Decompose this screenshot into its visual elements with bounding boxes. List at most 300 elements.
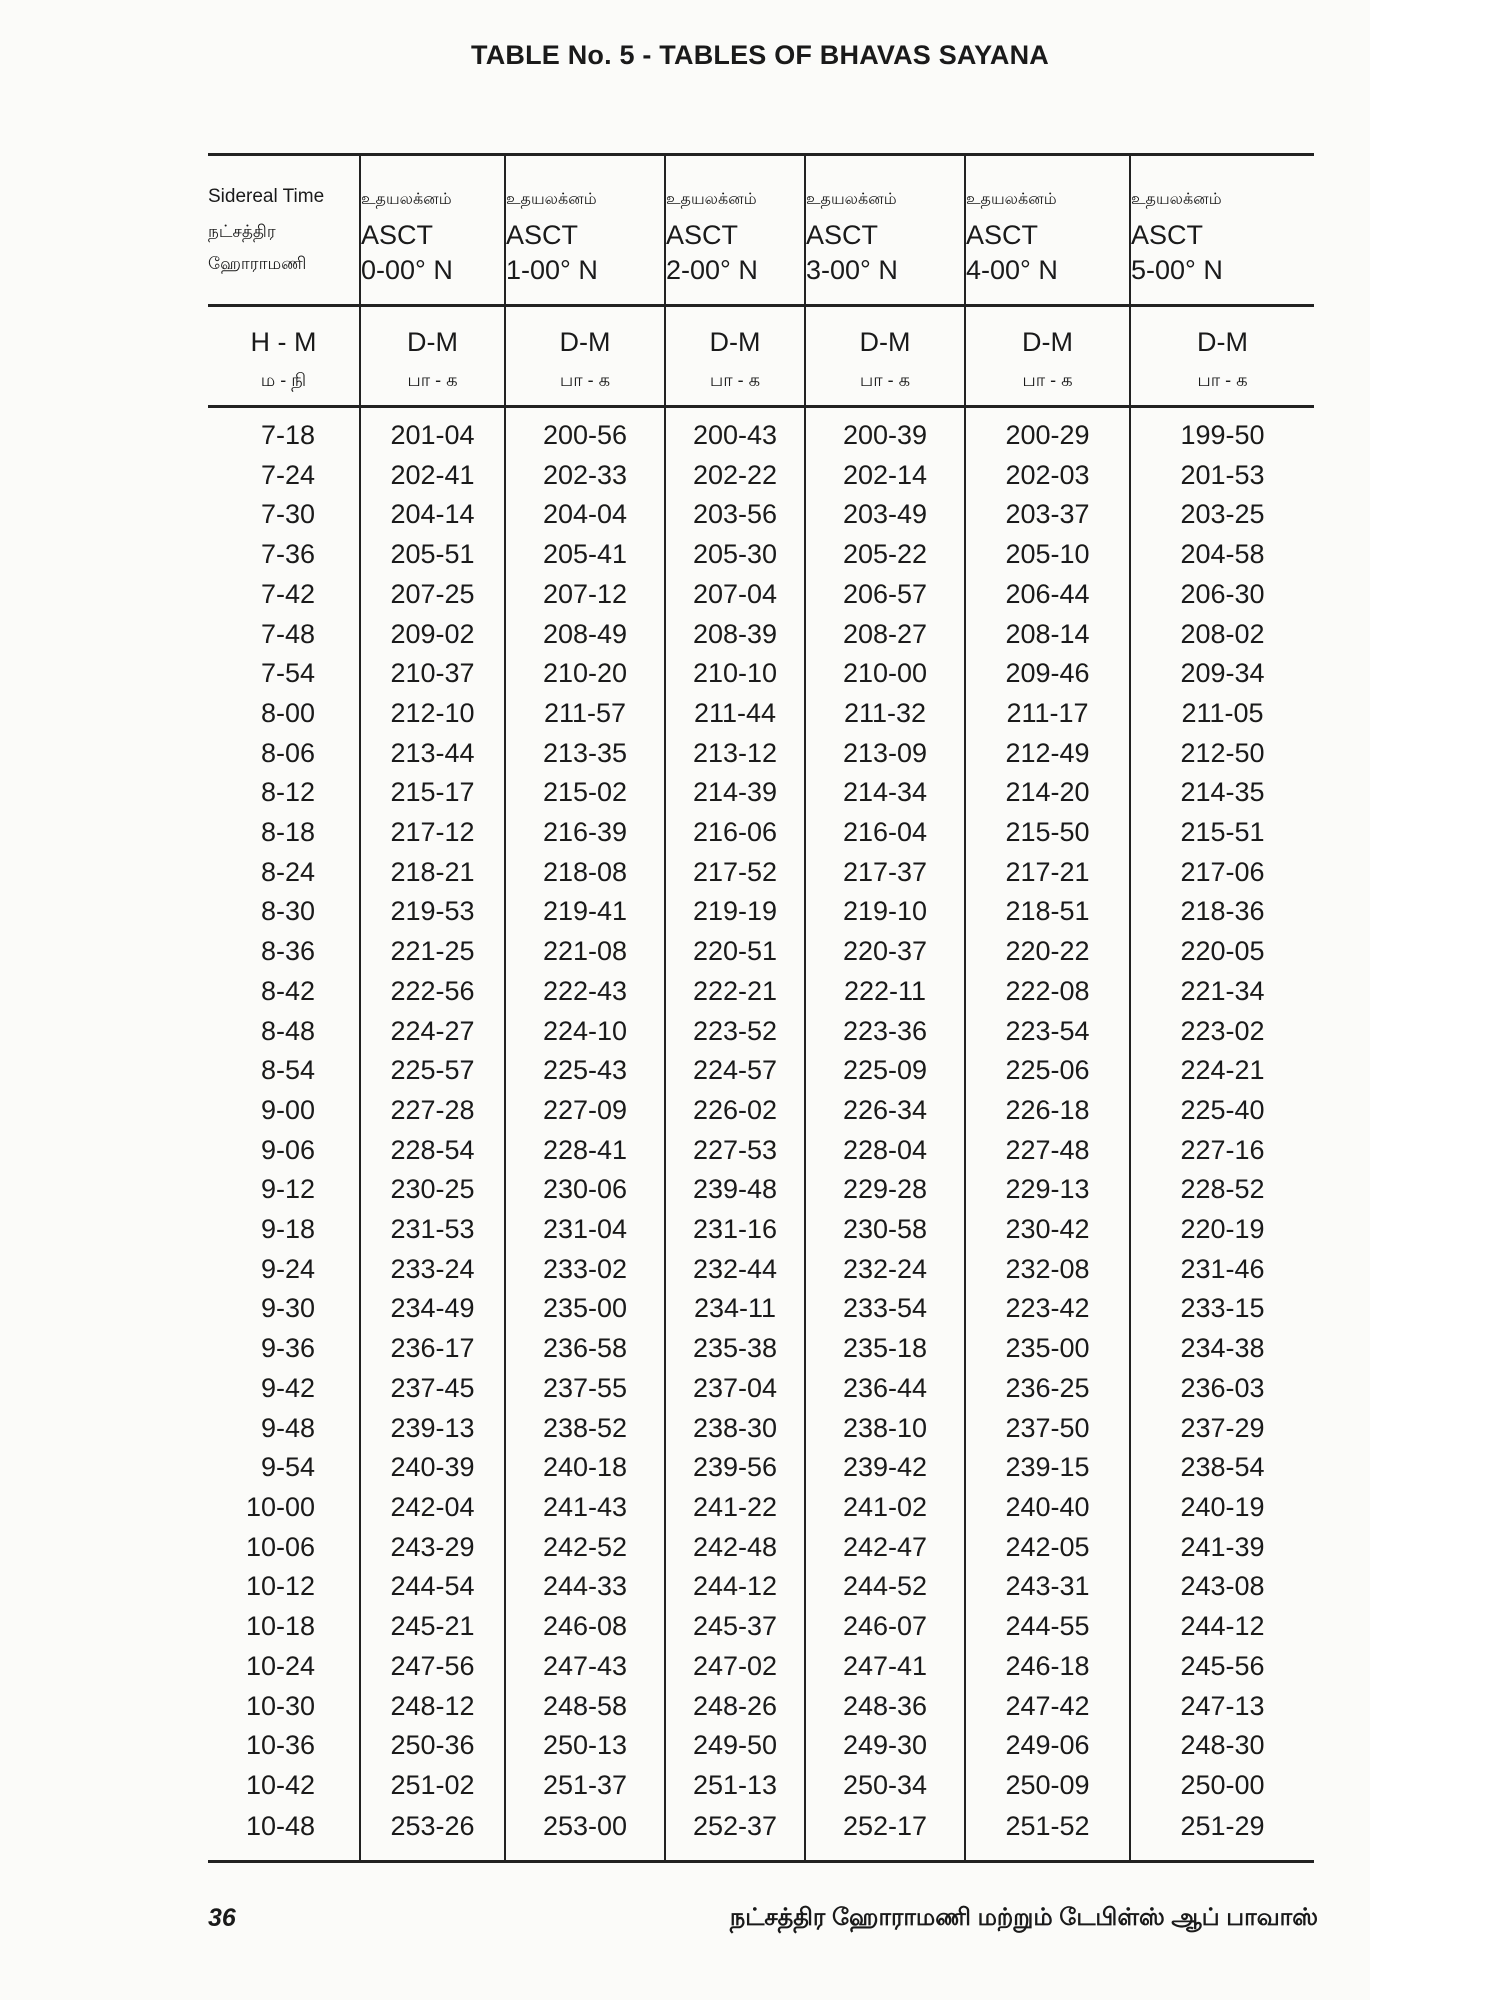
bhava-value-cell: 202-03 xyxy=(965,456,1130,496)
sidereal-time-cell: 7-48 xyxy=(260,618,315,649)
bhava-value-cell: 236-58 xyxy=(505,1329,665,1369)
bhava-value-cell: 250-00 xyxy=(1130,1766,1314,1806)
table-row xyxy=(208,813,1314,853)
bhava-value-cell: 217-37 xyxy=(805,853,965,893)
dm-unit-header xyxy=(505,306,665,407)
asc-tamil-label: உதயலக்னம் xyxy=(361,191,452,208)
bhava-value-cell: 250-09 xyxy=(965,1766,1130,1806)
bhava-value-cell: 225-09 xyxy=(805,1051,965,1091)
bhava-value-cell: 210-10 xyxy=(665,654,805,694)
sidereal-time-cell: 8-36 xyxy=(260,936,315,967)
bhava-value-cell: 250-36 xyxy=(360,1726,505,1766)
table-row xyxy=(208,1806,1314,1862)
bhava-value-cell: 244-52 xyxy=(805,1567,965,1607)
table-body xyxy=(208,407,1314,1862)
bhava-value-cell: 202-14 xyxy=(805,456,965,496)
bhava-value-cell: 227-53 xyxy=(665,1131,805,1171)
latitude-label: 0-00° N xyxy=(361,255,453,285)
sidereal-time-cell: 10-30 xyxy=(245,1690,315,1721)
bhava-value-cell: 232-44 xyxy=(665,1250,805,1290)
bhava-value-cell: 241-02 xyxy=(805,1488,965,1528)
bhava-value-cell: 242-05 xyxy=(965,1528,1130,1568)
table-row xyxy=(208,1528,1314,1568)
table-row xyxy=(208,853,1314,893)
bhava-value-cell: 217-12 xyxy=(360,813,505,853)
bhava-value-cell: 218-08 xyxy=(505,853,665,893)
dm-unit-tamil: பா - க xyxy=(407,370,458,390)
sidereal-time-cell: 9-12 xyxy=(260,1174,315,1205)
bhava-value-cell: 233-24 xyxy=(360,1250,505,1290)
bhava-value-cell: 220-05 xyxy=(1130,932,1314,972)
bhava-value-cell: 234-38 xyxy=(1130,1329,1314,1369)
bhava-value-cell: 208-39 xyxy=(665,615,805,655)
bhava-value-cell: 228-41 xyxy=(505,1131,665,1171)
bhava-value-cell: 244-33 xyxy=(505,1567,665,1607)
table-row xyxy=(208,773,1314,813)
bhava-value-cell: 243-31 xyxy=(965,1567,1130,1607)
asc-tamil-label: உதயலக்னம் xyxy=(966,191,1057,208)
bhava-value-cell: 224-21 xyxy=(1130,1051,1314,1091)
sidereal-time-cell: 10-36 xyxy=(245,1730,315,1761)
bhava-value-cell: 230-58 xyxy=(805,1210,965,1250)
bhava-value-cell: 222-08 xyxy=(965,972,1130,1012)
table-row xyxy=(208,972,1314,1012)
bhava-value-cell: 238-52 xyxy=(505,1409,665,1449)
bhava-value-cell: 203-56 xyxy=(665,495,805,535)
bhava-value-cell: 235-38 xyxy=(665,1329,805,1369)
bhava-value-cell: 246-08 xyxy=(505,1607,665,1647)
bhava-value-cell: 233-54 xyxy=(805,1289,965,1329)
page-title: TABLE No. 5 - TABLES OF BHAVAS SAYANA xyxy=(471,40,1049,70)
sidereal-time-cell: 9-06 xyxy=(260,1134,315,1165)
bhava-value-cell: 231-46 xyxy=(1130,1250,1314,1290)
bhava-value-cell: 215-51 xyxy=(1130,813,1314,853)
bhava-value-cell: 234-11 xyxy=(665,1289,805,1329)
bhava-value-cell: 202-22 xyxy=(665,456,805,496)
sidereal-time-cell: 7-24 xyxy=(260,459,315,490)
table-row xyxy=(208,1766,1314,1806)
bhava-value-cell: 245-56 xyxy=(1130,1647,1314,1687)
bhava-value-cell: 210-00 xyxy=(805,654,965,694)
dm-unit-tamil: பா - க xyxy=(1022,370,1073,390)
bhava-value-cell: 205-10 xyxy=(965,535,1130,575)
bhava-value-cell: 212-50 xyxy=(1130,734,1314,774)
sidereal-time-cell: 8-18 xyxy=(260,817,315,848)
table-row xyxy=(208,1726,1314,1766)
bhava-value-cell: 222-11 xyxy=(805,972,965,1012)
bhava-value-cell: 239-48 xyxy=(665,1170,805,1210)
bhava-value-cell: 251-02 xyxy=(360,1766,505,1806)
header-row-ascendant xyxy=(208,155,1314,306)
bhava-value-cell: 249-06 xyxy=(965,1726,1130,1766)
bhava-value-cell: 210-20 xyxy=(505,654,665,694)
bhava-value-cell: 211-17 xyxy=(965,694,1130,734)
sidereal-time-cell: 8-12 xyxy=(260,777,315,808)
bhava-value-cell: 213-35 xyxy=(505,734,665,774)
bhava-value-cell: 211-32 xyxy=(805,694,965,734)
table-row xyxy=(208,575,1314,615)
dm-unit-label: D-M xyxy=(709,327,761,357)
latitude-label: 2-00° N xyxy=(666,255,758,285)
sidereal-time-cell: 8-42 xyxy=(260,975,315,1006)
latitude-label: 3-00° N xyxy=(806,255,898,285)
bhava-value-cell: 200-56 xyxy=(505,407,665,456)
bhava-value-cell: 248-58 xyxy=(505,1687,665,1727)
latitude-label: 5-00° N xyxy=(1131,255,1223,285)
table-row xyxy=(208,456,1314,496)
bhava-value-cell: 207-12 xyxy=(505,575,665,615)
bhava-value-cell: 212-49 xyxy=(965,734,1130,774)
bhava-value-cell: 210-37 xyxy=(360,654,505,694)
asc-tamil-label: உதயலக்னம் xyxy=(806,191,897,208)
table-row xyxy=(208,615,1314,655)
bhava-value-cell: 251-29 xyxy=(1130,1806,1314,1862)
bhava-value-cell: 217-52 xyxy=(665,853,805,893)
table-row xyxy=(208,654,1314,694)
bhava-value-cell: 233-15 xyxy=(1130,1289,1314,1329)
bhava-value-cell: 214-20 xyxy=(965,773,1130,813)
bhava-value-cell: 219-53 xyxy=(360,892,505,932)
bhava-value-cell: 241-22 xyxy=(665,1488,805,1528)
bhava-value-cell: 201-04 xyxy=(360,407,505,456)
bhava-value-cell: 244-12 xyxy=(1130,1607,1314,1647)
sidereal-time-cell: 7-30 xyxy=(260,499,315,530)
bhava-value-cell: 199-50 xyxy=(1130,407,1314,456)
bhava-value-cell: 219-19 xyxy=(665,892,805,932)
bhava-value-cell: 214-34 xyxy=(805,773,965,813)
bhava-value-cell: 221-25 xyxy=(360,932,505,972)
bhava-value-cell: 241-39 xyxy=(1130,1528,1314,1568)
bhava-value-cell: 225-57 xyxy=(360,1051,505,1091)
table-row xyxy=(208,1607,1314,1647)
bhava-value-cell: 204-04 xyxy=(505,495,665,535)
bhava-value-cell: 230-25 xyxy=(360,1170,505,1210)
sidereal-time-cell: 10-18 xyxy=(245,1611,315,1642)
asc-tamil-label: உதயலக்னம் xyxy=(666,191,757,208)
bhava-value-cell: 239-42 xyxy=(805,1448,965,1488)
bhava-value-cell: 228-54 xyxy=(360,1131,505,1171)
bhava-value-cell: 237-45 xyxy=(360,1369,505,1409)
bhava-value-cell: 247-43 xyxy=(505,1647,665,1687)
bhava-value-cell: 234-49 xyxy=(360,1289,505,1329)
sidereal-time-cell: 9-36 xyxy=(260,1333,315,1364)
bhava-value-cell: 208-14 xyxy=(965,615,1130,655)
bhava-value-cell: 218-21 xyxy=(360,853,505,893)
bhava-value-cell: 251-37 xyxy=(505,1766,665,1806)
table-row xyxy=(208,1488,1314,1528)
header-row-units xyxy=(208,306,1314,407)
bhava-value-cell: 222-56 xyxy=(360,972,505,1012)
bhava-value-cell: 223-02 xyxy=(1130,1012,1314,1052)
dm-unit-tamil: பா - க xyxy=(559,370,611,390)
bhava-value-cell: 211-44 xyxy=(665,694,805,734)
table-row xyxy=(208,1210,1314,1250)
dm-unit-label: D-M xyxy=(407,327,458,357)
bhava-value-cell: 221-08 xyxy=(505,932,665,972)
bhava-value-cell: 215-17 xyxy=(360,773,505,813)
bhava-value-cell: 237-50 xyxy=(965,1409,1130,1449)
bhava-value-cell: 226-02 xyxy=(665,1091,805,1131)
bhava-value-cell: 248-36 xyxy=(805,1687,965,1727)
sidereal-time-tamil-2: ஹோராமணி xyxy=(208,254,307,273)
bhava-value-cell: 224-10 xyxy=(505,1012,665,1052)
bhava-value-cell: 208-02 xyxy=(1130,615,1314,655)
bhava-value-cell: 250-13 xyxy=(505,1726,665,1766)
dm-unit-header xyxy=(805,306,965,407)
sidereal-time-cell: 10-12 xyxy=(245,1571,315,1602)
sidereal-time-cell: 8-24 xyxy=(260,856,315,887)
asc-label: ASCT xyxy=(1131,220,1204,250)
table-row xyxy=(208,1567,1314,1607)
bhava-value-cell: 220-51 xyxy=(665,932,805,972)
bhava-value-cell: 205-22 xyxy=(805,535,965,575)
bhava-value-cell: 219-41 xyxy=(505,892,665,932)
dm-unit-header xyxy=(965,306,1130,407)
bhava-value-cell: 214-35 xyxy=(1130,773,1314,813)
hm-unit-tamil: ம - நி xyxy=(260,370,307,390)
sidereal-time-cell: 7-42 xyxy=(260,578,315,609)
bhava-value-cell: 203-49 xyxy=(805,495,965,535)
asc-label: ASCT xyxy=(966,220,1039,250)
bhava-value-cell: 212-10 xyxy=(360,694,505,734)
bhava-value-cell: 238-54 xyxy=(1130,1448,1314,1488)
sidereal-time-cell: 10-06 xyxy=(245,1531,315,1562)
sidereal-time-cell: 8-54 xyxy=(260,1055,315,1086)
bhava-value-cell: 248-26 xyxy=(665,1687,805,1727)
table-row xyxy=(208,1250,1314,1290)
bhava-value-cell: 206-44 xyxy=(965,575,1130,615)
sidereal-time-cell: 8-00 xyxy=(260,697,315,728)
bhava-value-cell: 206-30 xyxy=(1130,575,1314,615)
sidereal-time-cell: 10-42 xyxy=(245,1769,315,1800)
bhava-value-cell: 207-25 xyxy=(360,575,505,615)
bhava-value-cell: 204-14 xyxy=(360,495,505,535)
bhava-value-cell: 217-21 xyxy=(965,853,1130,893)
bhava-value-cell: 230-06 xyxy=(505,1170,665,1210)
bhava-value-cell: 205-41 xyxy=(505,535,665,575)
bhava-value-cell: 229-28 xyxy=(805,1170,965,1210)
bhava-value-cell: 220-19 xyxy=(1130,1210,1314,1250)
bhava-value-cell: 225-43 xyxy=(505,1051,665,1091)
bhava-value-cell: 247-02 xyxy=(665,1647,805,1687)
bhava-value-cell: 215-02 xyxy=(505,773,665,813)
table-row xyxy=(208,892,1314,932)
dm-unit-label: D-M xyxy=(559,327,611,357)
bhavas-table xyxy=(208,153,1314,1863)
sidereal-time-cell: 8-06 xyxy=(260,737,315,768)
bhava-value-cell: 203-25 xyxy=(1130,495,1314,535)
bhava-value-cell: 242-04 xyxy=(360,1488,505,1528)
bhava-value-cell: 239-56 xyxy=(665,1448,805,1488)
running-footer-title: நட்சத்திர ஹோராமணி மற்றும் டேபிள்ஸ் ஆப் பாவாஸ் xyxy=(729,1904,1318,1931)
bhava-value-cell: 253-00 xyxy=(505,1806,665,1862)
bhava-value-cell: 217-06 xyxy=(1130,853,1314,893)
hm-unit-header xyxy=(208,306,360,407)
bhava-value-cell: 220-37 xyxy=(805,932,965,972)
bhava-value-cell: 249-50 xyxy=(665,1726,805,1766)
sidereal-time-cell: 10-24 xyxy=(245,1650,315,1681)
table-row xyxy=(208,1170,1314,1210)
sidereal-time-cell: 9-18 xyxy=(260,1214,315,1245)
bhava-value-cell: 252-17 xyxy=(805,1806,965,1862)
dm-unit-header xyxy=(360,306,505,407)
bhava-value-cell: 235-18 xyxy=(805,1329,965,1369)
bhava-value-cell: 227-28 xyxy=(360,1091,505,1131)
bhava-value-cell: 215-50 xyxy=(965,813,1130,853)
dm-unit-tamil: பா - க xyxy=(1197,370,1248,390)
bhava-value-cell: 216-04 xyxy=(805,813,965,853)
bhava-value-cell: 208-49 xyxy=(505,615,665,655)
bhava-value-cell: 213-12 xyxy=(665,734,805,774)
bhava-value-cell: 242-47 xyxy=(805,1528,965,1568)
latitude-label: 1-00° N xyxy=(506,255,598,285)
dm-unit-header xyxy=(1130,306,1314,407)
bhava-value-cell: 203-37 xyxy=(965,495,1130,535)
bhava-value-cell: 243-29 xyxy=(360,1528,505,1568)
latitude-label: 4-00° N xyxy=(966,255,1058,285)
bhava-value-cell: 226-34 xyxy=(805,1091,965,1131)
table-row xyxy=(208,407,1314,456)
sidereal-time-cell: 10-48 xyxy=(208,1806,360,1862)
bhava-value-cell: 223-42 xyxy=(965,1289,1130,1329)
asc-header-3 xyxy=(805,155,965,306)
bhava-value-cell: 220-22 xyxy=(965,932,1130,972)
bhava-value-cell: 246-07 xyxy=(805,1607,965,1647)
dm-unit-label: D-M xyxy=(859,327,911,357)
sidereal-time-cell: 9-00 xyxy=(260,1094,315,1125)
table-row xyxy=(208,495,1314,535)
bhava-value-cell: 211-57 xyxy=(505,694,665,734)
sidereal-time-label: Sidereal Time xyxy=(208,186,325,207)
bhava-value-cell: 235-00 xyxy=(965,1329,1130,1369)
asc-label: ASCT xyxy=(361,220,434,250)
bhava-value-cell: 209-02 xyxy=(360,615,505,655)
bhava-value-cell: 224-27 xyxy=(360,1012,505,1052)
sidereal-time-cell: 9-54 xyxy=(260,1452,315,1483)
dm-unit-tamil: பா - க xyxy=(709,370,761,390)
asc-header-1 xyxy=(505,155,665,306)
bhava-value-cell: 218-51 xyxy=(965,892,1130,932)
bhava-value-cell: 227-16 xyxy=(1130,1131,1314,1171)
hm-unit-label: H - M xyxy=(250,327,317,357)
bhava-value-cell: 227-48 xyxy=(965,1131,1130,1171)
bhava-value-cell: 239-13 xyxy=(360,1409,505,1449)
bhava-value-cell: 211-05 xyxy=(1130,694,1314,734)
bhava-value-cell: 213-09 xyxy=(805,734,965,774)
sidereal-time-cell: 7-18 xyxy=(260,420,315,450)
bhava-value-cell: 248-12 xyxy=(360,1687,505,1727)
bhava-value-cell: 223-52 xyxy=(665,1012,805,1052)
sidereal-time-cell: 9-30 xyxy=(260,1293,315,1324)
table-row xyxy=(208,1012,1314,1052)
bhava-value-cell: 247-41 xyxy=(805,1647,965,1687)
bhava-value-cell: 230-42 xyxy=(965,1210,1130,1250)
bhava-value-cell: 240-40 xyxy=(965,1488,1130,1528)
bhava-value-cell: 218-36 xyxy=(1130,892,1314,932)
asc-header-5 xyxy=(1130,155,1314,306)
bhava-value-cell: 237-55 xyxy=(505,1369,665,1409)
bhava-value-cell: 236-44 xyxy=(805,1369,965,1409)
bhava-value-cell: 242-52 xyxy=(505,1528,665,1568)
bhava-value-cell: 236-25 xyxy=(965,1369,1130,1409)
bhava-value-cell: 232-24 xyxy=(805,1250,965,1290)
bhava-value-cell: 251-13 xyxy=(665,1766,805,1806)
bhava-value-cell: 236-03 xyxy=(1130,1369,1314,1409)
bhava-value-cell: 244-55 xyxy=(965,1607,1130,1647)
bhava-value-cell: 253-26 xyxy=(360,1806,505,1862)
bhava-value-cell: 200-29 xyxy=(965,407,1130,456)
bhava-value-cell: 219-10 xyxy=(805,892,965,932)
sidereal-time-cell: 9-48 xyxy=(260,1412,315,1443)
asc-header-0 xyxy=(360,155,505,306)
bhava-value-cell: 226-18 xyxy=(965,1091,1130,1131)
bhava-value-cell: 243-08 xyxy=(1130,1567,1314,1607)
bhava-value-cell: 225-40 xyxy=(1130,1091,1314,1131)
bhava-value-cell: 236-17 xyxy=(360,1329,505,1369)
dm-unit-tamil: பா - க xyxy=(859,370,911,390)
dm-unit-label: D-M xyxy=(1197,327,1248,357)
bhava-value-cell: 224-57 xyxy=(665,1051,805,1091)
bhava-value-cell: 251-52 xyxy=(965,1806,1130,1862)
table-row xyxy=(208,694,1314,734)
bhava-value-cell: 221-34 xyxy=(1130,972,1314,1012)
bhava-value-cell: 235-00 xyxy=(505,1289,665,1329)
bhava-value-cell: 238-30 xyxy=(665,1409,805,1449)
bhava-value-cell: 240-18 xyxy=(505,1448,665,1488)
bhava-value-cell: 207-04 xyxy=(665,575,805,615)
table-row xyxy=(208,734,1314,774)
bhava-value-cell: 232-08 xyxy=(965,1250,1130,1290)
bhava-value-cell: 216-06 xyxy=(665,813,805,853)
table-row xyxy=(208,1051,1314,1091)
table-row xyxy=(208,1329,1314,1369)
asc-label: ASCT xyxy=(666,220,739,250)
dm-unit-header xyxy=(665,306,805,407)
asc-tamil-label: உதயலக்னம் xyxy=(506,191,597,208)
bhava-value-cell: 233-02 xyxy=(505,1250,665,1290)
bhava-value-cell: 239-15 xyxy=(965,1448,1130,1488)
table-row xyxy=(208,1131,1314,1171)
bhava-value-cell: 204-58 xyxy=(1130,535,1314,575)
bhava-value-cell: 237-29 xyxy=(1130,1409,1314,1449)
bhava-value-cell: 247-13 xyxy=(1130,1687,1314,1727)
table-row xyxy=(208,1448,1314,1488)
sidereal-time-cell: 7-54 xyxy=(260,658,315,689)
bhava-value-cell: 237-04 xyxy=(665,1369,805,1409)
bhava-value-cell: 202-41 xyxy=(360,456,505,496)
bhava-value-cell: 201-53 xyxy=(1130,456,1314,496)
sidereal-time-cell: 9-24 xyxy=(260,1253,315,1284)
bhava-value-cell: 238-10 xyxy=(805,1409,965,1449)
bhava-value-cell: 209-46 xyxy=(965,654,1130,694)
bhava-value-cell: 223-36 xyxy=(805,1012,965,1052)
bhava-value-cell: 208-27 xyxy=(805,615,965,655)
bhava-value-cell: 200-39 xyxy=(805,407,965,456)
asc-label: ASCT xyxy=(506,220,579,250)
bhava-value-cell: 205-30 xyxy=(665,535,805,575)
asc-label: ASCT xyxy=(806,220,879,250)
sidereal-time-cell: 9-42 xyxy=(260,1372,315,1403)
bhava-value-cell: 240-19 xyxy=(1130,1488,1314,1528)
dm-unit-label: D-M xyxy=(1022,327,1073,357)
bhava-value-cell: 213-44 xyxy=(360,734,505,774)
sidereal-time-cell: 7-36 xyxy=(260,539,315,570)
bhava-value-cell: 244-12 xyxy=(665,1567,805,1607)
bhava-value-cell: 214-39 xyxy=(665,773,805,813)
bhava-value-cell: 205-51 xyxy=(360,535,505,575)
bhava-value-cell: 202-33 xyxy=(505,456,665,496)
bhava-value-cell: 242-48 xyxy=(665,1528,805,1568)
